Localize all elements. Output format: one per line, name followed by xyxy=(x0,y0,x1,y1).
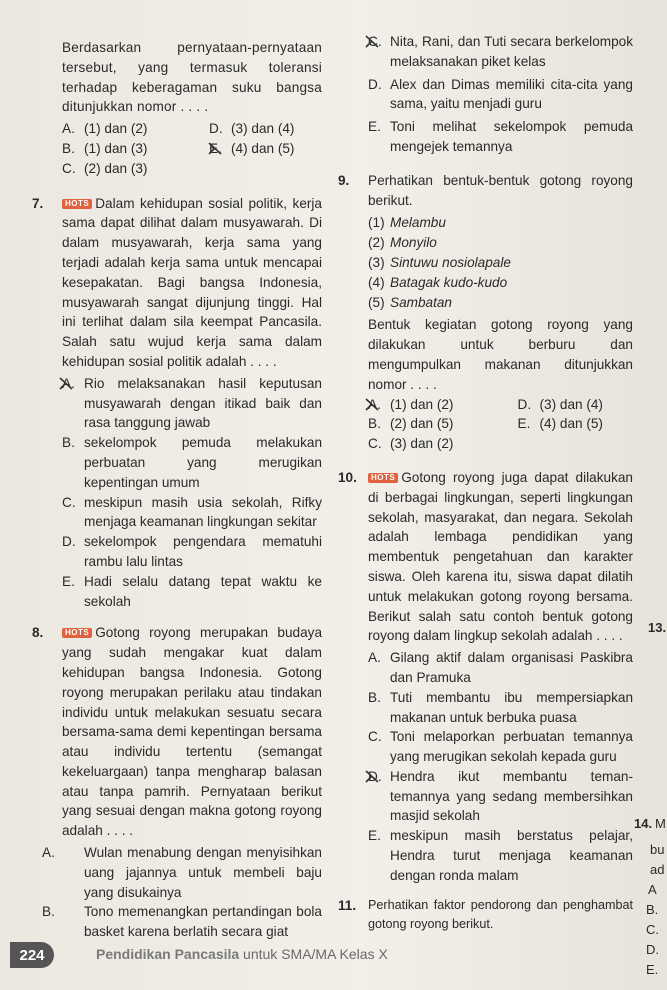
option-d[interactable]: D. Alex dan Dimas memiliki cita-cita yang sama, yaitu menjadi guru xyxy=(368,76,633,112)
option-e[interactable]: E. Hadi selalu datang tepat waktu ke sekolah xyxy=(62,573,322,609)
next-page-number-14: 14. xyxy=(634,816,653,831)
list-item: (4) Batagak kudo-kudo xyxy=(368,274,508,290)
option-b[interactable]: B. (2) dan (5) xyxy=(368,416,454,432)
answer-mark-icon xyxy=(58,375,74,391)
hots-badge: HOTS xyxy=(62,628,92,638)
next-page-fragment: bu xyxy=(650,842,665,857)
answer-mark-icon xyxy=(364,396,380,412)
question-8-text: Gotong royong merupakan budaya yang sudah mengakar kuat dalam kehidupan bangsa Indonesia. Gotong royong merupakan perilaku atau tindakan individu untuk melakukan sesuatu secara bersama-sama demi kepentingan bersama atau individu tertentu (semangat kekeluargaan) tanpa mengharap balasan atau tanpa pamrih. Pernyataan berikut yang sesuai dengan makna gotong royong adalah . . . . xyxy=(62,625,322,839)
answer-mark-icon xyxy=(364,768,380,784)
right-column xyxy=(338,32,633,935)
hots-badge: HOTS xyxy=(62,199,92,209)
option-a[interactable]: A. (1) dan (2) xyxy=(62,121,148,137)
question-9-options xyxy=(368,395,633,454)
option-d[interactable]: D. (3) dan (4) xyxy=(517,396,603,412)
list-item: (5) Sambatan xyxy=(368,294,452,310)
option-b[interactable]: B. (1) dan (3) xyxy=(62,140,148,156)
option-e[interactable]: E. (4) dan (5) xyxy=(209,140,295,156)
question-9-text: Perhatikan bentuk-bentuk gotong royong berikut. xyxy=(368,172,633,208)
next-page-fragment: E. xyxy=(646,962,659,977)
option-c[interactable]: C. Nita, Rani, dan Tuti secara berkelompok melaksanakan piket kelas xyxy=(368,32,633,72)
option-e[interactable]: E. (4) dan (5) xyxy=(517,416,603,432)
option-c[interactable]: C. (3) dan (2) xyxy=(368,436,454,452)
option-d[interactable]: D. (3) dan (4) xyxy=(209,121,295,137)
list-item: (1) Melambu xyxy=(368,215,446,231)
option-c[interactable]: C. meskipun masih usia sekolah, Rifky menjaga keamanan lingkungan sekitar xyxy=(62,494,322,530)
question-9 xyxy=(338,171,633,454)
gotong-royong-list xyxy=(368,213,633,312)
option-b[interactable]: B. Tono memenangkan pertandingan bola basket karena berlatih secara giat xyxy=(42,904,322,940)
option-e[interactable]: E. Toni melihat sekelompok pemuda mengejek temannya xyxy=(368,119,633,154)
option-a[interactable]: A. Wulan menabung dengan menyisihkan uang jajannya untuk membeli baju yang disukainya xyxy=(42,845,322,900)
question-8 xyxy=(32,623,322,942)
option-d[interactable]: D. Hendra ikut membantu teman-temannya yang sedang membersihkan masjid sekolah xyxy=(368,767,633,826)
next-page-fragment: D. xyxy=(646,942,659,957)
next-page-fragment: M xyxy=(655,816,666,831)
next-page-fragment: A xyxy=(648,882,657,897)
question-11 xyxy=(338,896,633,936)
next-page-fragment: B. xyxy=(646,902,659,917)
option-b[interactable]: B. Tuti membantu ibu mempersiapkan makanan untuk berbuka puasa xyxy=(368,689,633,725)
answer-mark-icon xyxy=(364,33,380,49)
question-6-options xyxy=(62,119,322,178)
option-e[interactable]: E. meskipun masih berstatus pelajar, Hendra turut menjaga keamanan dengan ronda malam xyxy=(368,828,633,883)
page-footer xyxy=(10,940,650,974)
option-b[interactable]: B. sekelompok pemuda melakukan perbuatan yang merugikan kepentingan umum xyxy=(62,435,322,490)
option-a[interactable]: A. Gilang aktif dalam organisasi Paskibra dan Pramuka xyxy=(368,650,633,685)
question-number: 8. xyxy=(32,625,44,641)
next-page-fragment: ad xyxy=(650,862,665,877)
question-7-text: Dalam kehidupan sosial politik, kerja sama dapat dilihat dalam musyawarah. Di dalam musyawarah, kerja sama yang terjadi adalah kerja sama untuk mencapai kesepakatan. Bagi bangsa Indonesia, musyawarah sangat dijunjung tinggi. Hal ini terlihat dalam sila keempat Pancasila. Salah satu wujud kerja sama dalam kehidupan sosial politik adalah . . . . xyxy=(62,195,322,369)
question-9-prompt: Bentuk kegiatan gotong royong yang dilakukan untuk berburu dan mengumpulkan makanan ditunjukkan nomor . . . . xyxy=(368,317,633,392)
question-10 xyxy=(338,468,633,886)
next-page-number-13: 13. xyxy=(648,620,667,635)
option-c[interactable]: C. Toni melaporkan perbuatan temannya yang merugikan sekolah kepada guru xyxy=(368,729,633,765)
question-number: 10. xyxy=(338,469,357,485)
question-number: 11. xyxy=(338,897,357,913)
page-number: 224 xyxy=(10,942,54,968)
question-11-text: Perhatikan faktor pendorong dan penghambat gotong royong berikut. xyxy=(368,897,633,932)
question-10-text: Gotong royong juga dapat dilakukan di berbagai lingkungan, seperti lingkungan sekolah, masyarakat, dan negara. Sekolah adalah lembaga pendidikan yang membentuk pengetahuan dan karakter siswa. Oleh karena itu, siswa dapat dilatih untuk melakukan gotong royong bersama. Berikut salah satu contoh bentuk gotong royong dalam lingkup sekolah adalah . . . . xyxy=(368,469,633,644)
option-c[interactable]: C. (2) dan (3) xyxy=(62,160,148,176)
book-title: Pendidikan Pancasila untuk SMA/MA Kelas X xyxy=(96,946,388,962)
list-item: (2) Monyilo xyxy=(368,235,437,251)
option-a[interactable]: A. (1) dan (2) xyxy=(368,395,498,415)
question-6-stem: Berdasarkan pernyataan-pernyataan tersebut, yang termasuk toleransi terhadap keberagaman suku bangsa ditunjukkan nomor . . . . xyxy=(62,40,322,115)
option-d[interactable]: D. sekelompok pengendara mematuhi rambu lalu lintas xyxy=(62,534,322,569)
question-number: 9. xyxy=(338,172,350,188)
left-column xyxy=(32,38,322,942)
hots-badge: HOTS xyxy=(368,473,398,483)
answer-mark-icon xyxy=(207,140,223,156)
next-page-fragment: C. xyxy=(646,922,659,937)
question-7 xyxy=(32,194,322,612)
option-a[interactable]: A. Rio melaksanakan hasil keputusan musyawarah dengan itikad baik dan rasa tanggung jawab xyxy=(62,374,322,433)
question-number: 7. xyxy=(32,195,44,211)
list-item: (3) Sintuwu nosiolapale xyxy=(368,254,511,270)
